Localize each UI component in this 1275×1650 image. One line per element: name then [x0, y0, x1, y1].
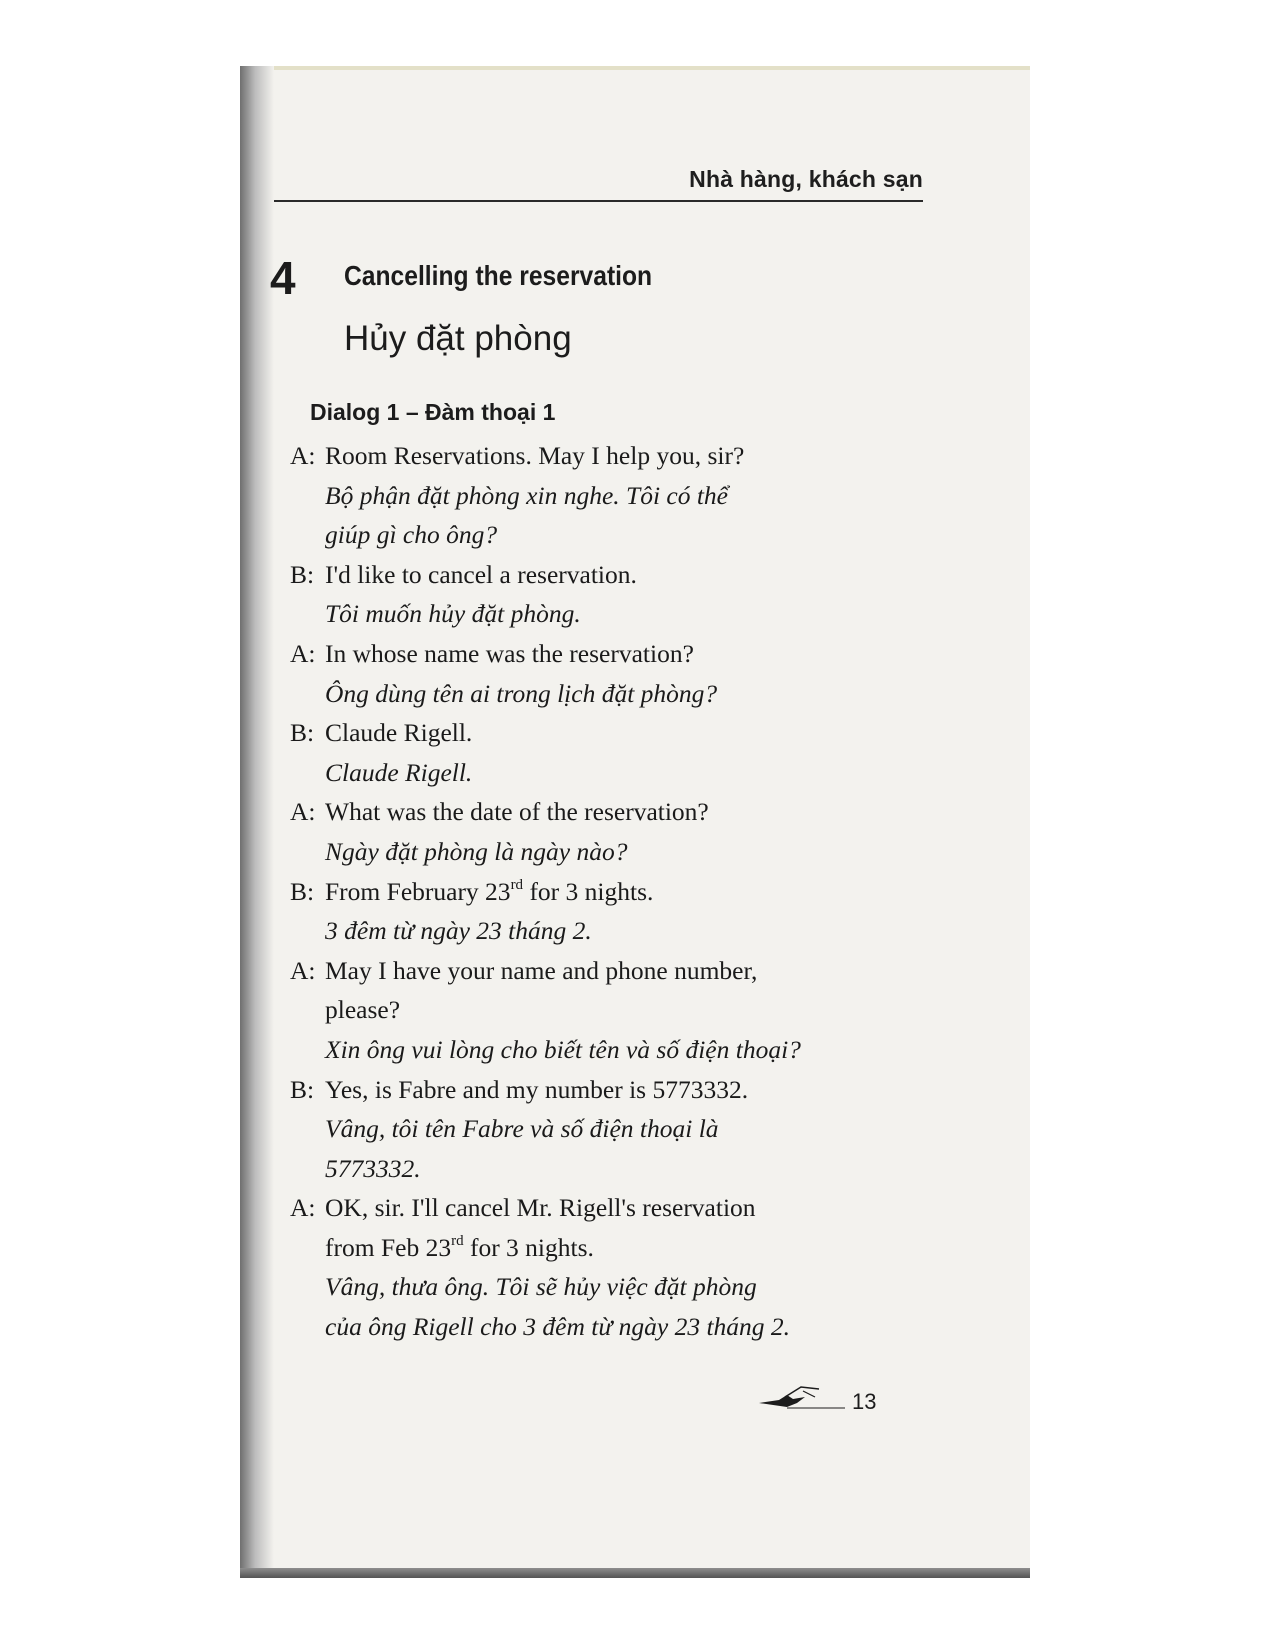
translation-line: Claude Rigell.: [325, 757, 473, 787]
english-line: Yes, is Fabre and my number is 5773332.: [325, 1074, 749, 1104]
english-line: OK, sir. I'll cancel Mr. Rigell's reservation: [325, 1193, 756, 1223]
speaker-label: A:: [290, 1193, 316, 1223]
speaker-label: B:: [290, 559, 315, 589]
ordinal-suffix: rd: [510, 876, 524, 893]
page-bottom-edge: [240, 1568, 1030, 1578]
speaker-label: A:: [290, 638, 316, 668]
dialog-line: [290, 1188, 892, 1228]
header-rule: [274, 200, 923, 202]
speaker-label: B:: [290, 876, 315, 906]
translation-line: 5773332.: [325, 1153, 421, 1183]
speaker-label: B:: [290, 1074, 315, 1104]
dialog-line: [290, 1070, 892, 1110]
english-line: I'd like to cancel a reservation.: [325, 559, 637, 589]
translation-line: Vâng, thưa ông. Tôi sẽ hủy việc đặt phòng: [325, 1272, 757, 1302]
speaker-label: A:: [290, 441, 316, 470]
english-line: What was the date of the reservation?: [325, 797, 709, 827]
lesson-subtitle: Hủy đặt phòng: [344, 319, 572, 358]
page-number: 13: [852, 1389, 877, 1414]
english-line-part: from Feb 23: [325, 1232, 452, 1262]
translation-line: Xin ông vui lòng cho biết tên và số điện thoại?: [325, 1034, 801, 1064]
translation-line: Vâng, tôi tên Fabre và số điện thoại là: [325, 1114, 719, 1144]
dialog-line: [290, 951, 892, 991]
dialog-line: [290, 555, 892, 595]
english-line: May I have your name and phone number,: [325, 955, 758, 985]
english-line-part: From February 23: [325, 876, 511, 906]
dialog-lines: [290, 436, 892, 1347]
translation-line: Bộ phận đặt phòng xin nghe. Tôi có thể: [325, 480, 728, 510]
dialog-heading: Dialog 1 – Đàm thoại 1: [310, 399, 556, 425]
bird-ornament-icon: [757, 1385, 847, 1413]
english-line: Claude Rigell.: [325, 718, 473, 748]
english-continuation: please?: [325, 995, 401, 1025]
binding-shadow: [240, 66, 274, 1578]
translation-line: 3 đêm từ ngày 23 tháng 2.: [325, 916, 592, 946]
running-header: Nhà hàng, khách sạn: [689, 166, 923, 192]
page-top-edge: [240, 66, 1030, 70]
translation-line: của ông Rigell cho 3 đêm từ ngày 23 tháng 2.: [325, 1312, 791, 1342]
english-line-part: for 3 nights.: [523, 876, 654, 906]
translation-line: Tôi muốn hủy đặt phòng.: [325, 599, 581, 629]
english-line: In whose name was the reservation?: [325, 638, 694, 668]
speaker-label: A:: [290, 797, 316, 827]
dialog-line: [290, 872, 892, 912]
book-page: [240, 66, 1030, 1578]
translation-line: Ông dùng tên ai trong lịch đặt phòng?: [325, 678, 718, 708]
lesson-title: Cancelling the reservation: [344, 260, 653, 291]
dialog-line: [290, 792, 892, 832]
english-continuation: [290, 1228, 892, 1268]
dialog-line: [290, 634, 892, 674]
english-line-part: for 3 nights.: [463, 1232, 594, 1262]
translation-line: Ngày đặt phòng là ngày nào?: [325, 836, 628, 866]
ordinal-suffix: rd: [451, 1232, 464, 1249]
speaker-label: B:: [290, 718, 315, 748]
speaker-label: A:: [290, 955, 316, 985]
dialog-line: [290, 436, 892, 476]
english-line: Room Reservations. May I help you, sir?: [325, 441, 745, 470]
dialog-line: [290, 713, 892, 753]
translation-line: giúp gì cho ông?: [325, 520, 498, 550]
lesson-number: 4: [270, 252, 296, 304]
